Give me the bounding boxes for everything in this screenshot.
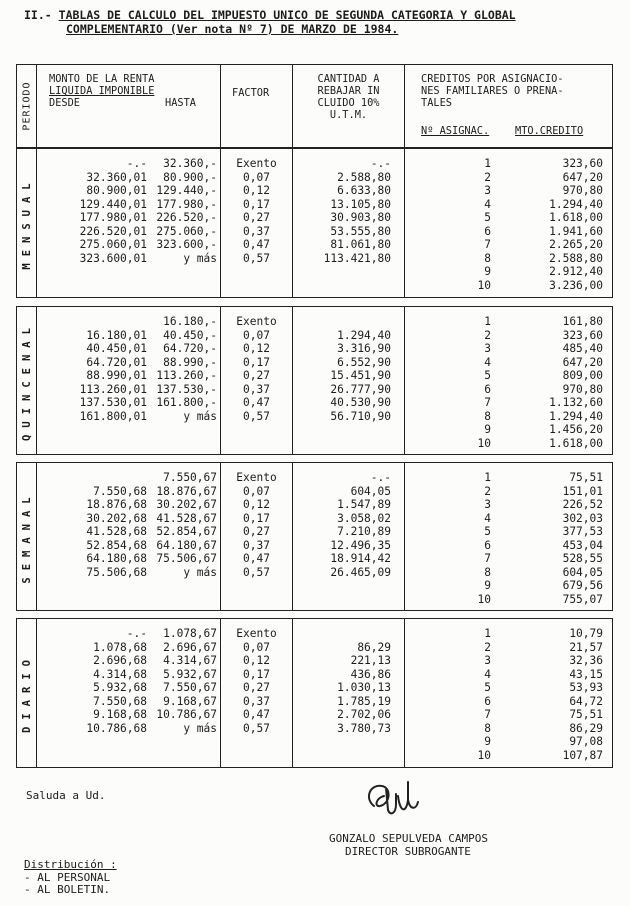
asignac-cell: 2	[484, 170, 491, 184]
cantidad-column	[293, 471, 391, 579]
hasta-cell: 323.600,-	[156, 238, 217, 251]
desde-cell: 137.530,01	[79, 396, 147, 409]
factor-cell: 0,12	[243, 498, 270, 511]
asignac-cell: 7	[484, 708, 491, 721]
credito-cell: 302,03	[562, 511, 603, 525]
asignac-cell: 1	[484, 471, 491, 484]
asignac-cell: 10	[477, 436, 491, 450]
factor-cell: 0,57	[243, 565, 270, 579]
cantidad-cell: 12.496,35	[330, 538, 391, 552]
credito-cell: 485,40	[562, 342, 603, 355]
closing-salutation: Saluda a Ud.	[26, 789, 106, 802]
asignac-cell: 5	[484, 525, 491, 538]
hasta-cell: 129.440,-	[156, 184, 217, 197]
period-label: MENSUAL	[20, 176, 33, 270]
title-line-2: COMPLEMENTARIO (Ver nota Nº 7) DE MARZO DE 1984.	[66, 22, 399, 36]
asignac-cell: 4	[484, 355, 491, 369]
credito-cell: 2.912,40	[549, 265, 603, 278]
desde-cell: 41.528,68	[86, 525, 147, 538]
credito-cell: 1.132,60	[549, 396, 603, 409]
credito-cell: 377,53	[562, 525, 603, 538]
factor-cell: 0,12	[243, 342, 270, 355]
cantidad-header: CANTIDAD A REBAJAR IN CLUIDO 10% U.T.M.	[317, 73, 380, 121]
credito-cell: 809,00	[562, 369, 603, 382]
credito-cell: 647,20	[562, 170, 603, 184]
cantidad-cell: -.-	[370, 471, 391, 484]
credito-cell: 43,15	[569, 667, 603, 681]
credito-cell: 528,55	[562, 552, 603, 565]
cantidad-cell: 53.555,80	[330, 224, 391, 238]
hasta-column	[145, 315, 217, 423]
asignac-cell: 7	[484, 552, 491, 565]
asignac-cell: 6	[484, 694, 491, 708]
asignac-cell: 10	[477, 278, 491, 292]
desde-cell: 161.800,01	[79, 409, 147, 423]
asignac-cell: 5	[484, 369, 491, 382]
credito-cell: 1.294,40	[549, 197, 603, 211]
title-line-1: TABLAS DE CALCULO DEL IMPUESTO UNICO DE SEGUNDA CATEGORIA Y GLOBAL	[58, 8, 516, 22]
factor-cell: 0,07	[243, 170, 270, 184]
desde-cell: 10.786,68	[86, 721, 147, 735]
hasta-cell: 16.180,-	[163, 315, 217, 328]
cantidad-cell: 113.421,80	[323, 251, 391, 265]
cantidad-cell: 56.710,90	[330, 409, 391, 423]
asignac-cell: 5	[484, 681, 491, 694]
credito-cell: 647,20	[562, 355, 603, 369]
hasta-cell: 40.450,-	[163, 328, 217, 342]
desde-cell	[39, 471, 147, 485]
section-quincenal	[16, 306, 613, 455]
credito-cell: 161,80	[562, 315, 603, 328]
asignac-cell: 9	[484, 735, 491, 748]
desde-column	[39, 157, 147, 265]
asignac-cell: 7	[484, 238, 491, 251]
hasta-header: HASTA	[165, 97, 196, 109]
asignac-cell: 1	[484, 627, 491, 640]
credito-cell: 97,08	[569, 735, 603, 748]
monto-header: MONTO DE LA RENTA LIQUIDA IMPONIBLE	[49, 73, 155, 97]
cantidad-cell: 3.058,02	[337, 511, 391, 525]
desde-cell: 129.440,01	[79, 197, 147, 211]
credito-cell: 32,36	[569, 654, 603, 667]
asignac-cell: 6	[484, 538, 491, 552]
monto-credito-header: MTO.CREDITO	[515, 125, 584, 137]
cantidad-cell: 3.780,73	[337, 721, 391, 735]
asig-column	[405, 627, 491, 762]
desde-cell: -.-	[126, 627, 147, 640]
desde-cell: 52.854,68	[86, 538, 147, 552]
credito-cell: 1.618,00	[549, 436, 603, 450]
credito-cell: 64,72	[569, 694, 603, 708]
desde-cell: 4.314,68	[93, 667, 147, 681]
factor-cell: 0,07	[243, 328, 270, 342]
factor-cell: 0,27	[243, 525, 270, 538]
credito-cell: 604,05	[562, 565, 603, 579]
desde-cell: 30.202,68	[86, 511, 147, 525]
factor-cell: 0,47	[243, 238, 270, 251]
credito-cell: 1.456,20	[549, 423, 603, 436]
credito-cell: 1.618,00	[549, 211, 603, 224]
hasta-cell: 275.060,-	[156, 224, 217, 238]
desde-cell: -.-	[126, 157, 147, 170]
hasta-cell: y más	[183, 251, 217, 265]
asignac-cell: 9	[484, 579, 491, 592]
cantidad-cell: 6.552,90	[337, 355, 391, 369]
section-diario	[16, 618, 613, 768]
factor-header: FACTOR	[232, 87, 270, 99]
period-label: DIARIO	[20, 653, 33, 733]
asignac-cell: 1	[484, 315, 491, 328]
document-title	[24, 8, 516, 36]
factor-cell: 0,17	[243, 511, 270, 525]
desde-cell: 64.180,68	[86, 552, 147, 565]
credito-cell: 755,07	[562, 592, 603, 606]
desde-cell: 275.060,01	[79, 238, 147, 251]
cantidad-cell: 26.465,09	[330, 565, 391, 579]
desde-cell: 75.506,68	[86, 565, 147, 579]
cantidad-cell: 81.061,80	[330, 238, 391, 251]
cantidad-cell: 3.316,90	[337, 342, 391, 355]
hasta-cell: 161.800,-	[156, 396, 217, 409]
distribution-item: - AL BOLETIN.	[24, 883, 111, 896]
hasta-cell: 1.078,67	[163, 627, 217, 640]
cantidad-cell: 26.777,90	[330, 382, 391, 396]
cantidad-cell: 7.210,89	[337, 525, 391, 538]
desde-cell: 32.360,01	[86, 170, 147, 184]
desde-cell: 1.078,68	[93, 640, 147, 654]
asignac-cell: 2	[484, 640, 491, 654]
cantidad-cell: 1.294,40	[337, 328, 391, 342]
desde-column	[39, 471, 147, 579]
hasta-cell: 2.696,67	[163, 640, 217, 654]
credito-column	[491, 315, 603, 450]
credito-cell: 10,79	[569, 627, 603, 640]
credito-cell: 107,87	[562, 748, 603, 762]
creditos-header: CREDITOS POR ASIGNACIO- NES FAMILIARES O PRENA- TALES	[421, 73, 564, 109]
hasta-cell: 80.900,-	[163, 170, 217, 184]
credito-column	[491, 157, 603, 292]
asignac-cell: 8	[484, 721, 491, 735]
desde-cell: 113.260,01	[79, 382, 147, 396]
hasta-cell: 52.854,67	[156, 525, 217, 538]
cantidad-cell: 221,13	[350, 654, 391, 667]
credito-cell: 970,80	[562, 184, 603, 197]
credito-cell: 21,57	[569, 640, 603, 654]
asignac-cell: 3	[484, 342, 491, 355]
cantidad-cell: -.-	[370, 157, 391, 170]
desde-cell: 177.980,01	[79, 211, 147, 224]
hasta-column	[145, 627, 217, 735]
desde-cell: 5.932,68	[93, 681, 147, 694]
factor-cell: 0,37	[243, 694, 270, 708]
credito-column	[491, 471, 603, 606]
credito-cell: 970,80	[562, 382, 603, 396]
hasta-cell: y más	[183, 721, 217, 735]
factor-cell: 0,57	[243, 251, 270, 265]
asignac-cell: 3	[484, 498, 491, 511]
asignac-cell: 9	[484, 265, 491, 278]
asignac-cell: 4	[484, 511, 491, 525]
credito-cell: 453,04	[562, 538, 603, 552]
signer-name: GONZALO SEPULVEDA CAMPOS	[329, 832, 488, 845]
factor-cell: 0,37	[243, 538, 270, 552]
factor-cell: 0,57	[243, 409, 270, 423]
hasta-cell: 9.168,67	[163, 694, 217, 708]
hasta-cell: 64.720,-	[163, 342, 217, 355]
asignac-cell: 8	[484, 409, 491, 423]
hasta-cell: 137.530,-	[156, 382, 217, 396]
desde-column	[39, 627, 147, 735]
desde-cell: 7.550,68	[93, 484, 147, 498]
cantidad-cell: 1.785,19	[337, 694, 391, 708]
hasta-cell: 4.314,67	[163, 654, 217, 667]
cantidad-cell	[293, 627, 391, 641]
factor-cell: 0,37	[243, 224, 270, 238]
desde-cell: 9.168,68	[93, 708, 147, 721]
desde-cell: 18.876,68	[86, 498, 147, 511]
factor-cell: 0,47	[243, 552, 270, 565]
hasta-cell: 10.786,67	[156, 708, 217, 721]
distribution-block	[24, 859, 117, 897]
period-label: QUINCENAL	[20, 320, 33, 441]
asignac-cell: 2	[484, 484, 491, 498]
hasta-cell: 7.550,67	[163, 471, 217, 484]
hasta-cell: 18.876,67	[156, 484, 217, 498]
desde-header: DESDE	[49, 97, 80, 109]
cantidad-cell: 6.633,80	[337, 184, 391, 197]
credito-cell: 2.588,80	[549, 251, 603, 265]
section-mensual	[16, 148, 613, 298]
hasta-cell: 32.360,-	[163, 157, 217, 170]
asignac-cell: 9	[484, 423, 491, 436]
title-prefix: II.-	[24, 8, 52, 22]
factor-column	[221, 627, 292, 735]
hasta-cell: 41.528,67	[156, 511, 217, 525]
distribution-title: Distribución :	[24, 858, 117, 871]
credito-cell: 75,51	[569, 708, 603, 721]
desde-cell: 64.720,01	[86, 355, 147, 369]
credito-cell: 75,51	[569, 471, 603, 484]
cantidad-cell: 86,29	[357, 640, 391, 654]
cantidad-cell: 1.030,13	[337, 681, 391, 694]
cantidad-cell	[293, 315, 391, 329]
factor-cell: 0,17	[243, 667, 270, 681]
factor-cell: 0,27	[243, 369, 270, 382]
cantidad-cell: 40.530,90	[330, 396, 391, 409]
factor-cell: Exento	[236, 471, 277, 484]
asig-column	[405, 315, 491, 450]
factor-cell: 0,12	[243, 184, 270, 197]
desde-cell	[39, 315, 147, 329]
asignac-cell: 7	[484, 396, 491, 409]
credito-cell: 86,29	[569, 721, 603, 735]
cantidad-cell: 436,86	[350, 667, 391, 681]
asignac-cell: 4	[484, 197, 491, 211]
desde-cell: 7.550,68	[93, 694, 147, 708]
factor-column	[221, 315, 292, 423]
credito-cell: 323,60	[562, 157, 603, 170]
asignac-cell: 10	[477, 748, 491, 762]
desde-cell: 80.900,01	[86, 184, 147, 197]
desde-cell: 2.696,68	[93, 654, 147, 667]
distribution-item: - AL PERSONAL	[24, 870, 111, 884]
factor-cell: 0,47	[243, 708, 270, 721]
asignac-cell: 4	[484, 667, 491, 681]
hasta-cell: y más	[183, 565, 217, 579]
factor-cell: 0,07	[243, 484, 270, 498]
asignac-cell: 6	[484, 224, 491, 238]
asignac-cell: 3	[484, 184, 491, 197]
cantidad-cell: 2.702,06	[337, 708, 391, 721]
cantidad-cell: 2.588,80	[337, 170, 391, 184]
factor-column	[221, 471, 292, 579]
desde-cell: 226.520,01	[79, 224, 147, 238]
asignac-cell: 1	[484, 157, 491, 170]
asignac-cell: 5	[484, 211, 491, 224]
asig-column	[405, 157, 491, 292]
period-column-header: PERIODO	[21, 81, 32, 131]
factor-cell: Exento	[236, 157, 277, 170]
credito-cell: 323,60	[562, 328, 603, 342]
hasta-cell: 226.520,-	[156, 211, 217, 224]
cantidad-column	[293, 157, 391, 265]
cantidad-cell: 15.451,90	[330, 369, 391, 382]
asignac-cell: 6	[484, 382, 491, 396]
asignac-cell: 3	[484, 654, 491, 667]
credito-cell: 3.236,00	[549, 278, 603, 292]
desde-cell: 323.600,01	[79, 251, 147, 265]
desde-cell: 88.990,01	[86, 369, 147, 382]
desde-cell: 16.180,01	[86, 328, 147, 342]
asignac-header: Nº ASIGNAC.	[421, 125, 490, 137]
factor-cell: 0,27	[243, 681, 270, 694]
cantidad-column	[293, 315, 391, 423]
hasta-cell: 64.180,67	[156, 538, 217, 552]
factor-cell: 0,12	[243, 654, 270, 667]
handwritten-signature	[360, 776, 430, 826]
asignac-cell: 2	[484, 328, 491, 342]
hasta-cell: 75.506,67	[156, 552, 217, 565]
credito-column	[491, 627, 603, 762]
factor-cell: 0,17	[243, 355, 270, 369]
asignac-cell: 8	[484, 565, 491, 579]
asignac-cell: 8	[484, 251, 491, 265]
credito-cell: 226,52	[562, 498, 603, 511]
hasta-column	[145, 157, 217, 265]
cantidad-cell: 30.903,80	[330, 211, 391, 224]
hasta-cell: 7.550,67	[163, 681, 217, 694]
asig-column	[405, 471, 491, 606]
factor-cell: Exento	[236, 315, 277, 328]
cantidad-cell: 18.914,42	[330, 552, 391, 565]
credito-cell: 1.294,40	[549, 409, 603, 423]
desde-cell: 40.450,01	[86, 342, 147, 355]
factor-cell: 0,17	[243, 197, 270, 211]
hasta-column	[145, 471, 217, 579]
hasta-cell: 113.260,-	[156, 369, 217, 382]
credito-cell: 679,56	[562, 579, 603, 592]
hasta-cell: 177.980,-	[156, 197, 217, 211]
credito-cell: 2.265,20	[549, 238, 603, 251]
cantidad-cell: 1.547,89	[337, 498, 391, 511]
factor-cell: 0,27	[243, 211, 270, 224]
factor-cell: Exento	[236, 627, 277, 640]
table-header	[16, 64, 613, 148]
factor-cell: 0,37	[243, 382, 270, 396]
signer-title: DIRECTOR SUBROGANTE	[345, 845, 471, 858]
factor-cell: 0,47	[243, 396, 270, 409]
hasta-cell: 5.932,67	[163, 667, 217, 681]
cantidad-cell: 13.105,80	[330, 197, 391, 211]
hasta-cell: y más	[183, 409, 217, 423]
credito-cell: 1.941,60	[549, 224, 603, 238]
factor-column	[221, 157, 292, 265]
factor-cell: 0,57	[243, 721, 270, 735]
cantidad-cell: 604,05	[350, 484, 391, 498]
section-semanal	[16, 462, 613, 611]
period-label: SEMANAL	[20, 489, 33, 584]
credito-cell: 151,01	[562, 484, 603, 498]
hasta-cell: 30.202,67	[156, 498, 217, 511]
desde-column	[39, 315, 147, 423]
credito-cell: 53,93	[569, 681, 603, 694]
hasta-cell: 88.990,-	[163, 355, 217, 369]
asignac-cell: 10	[477, 592, 491, 606]
factor-cell: 0,07	[243, 640, 270, 654]
cantidad-column	[293, 627, 391, 735]
